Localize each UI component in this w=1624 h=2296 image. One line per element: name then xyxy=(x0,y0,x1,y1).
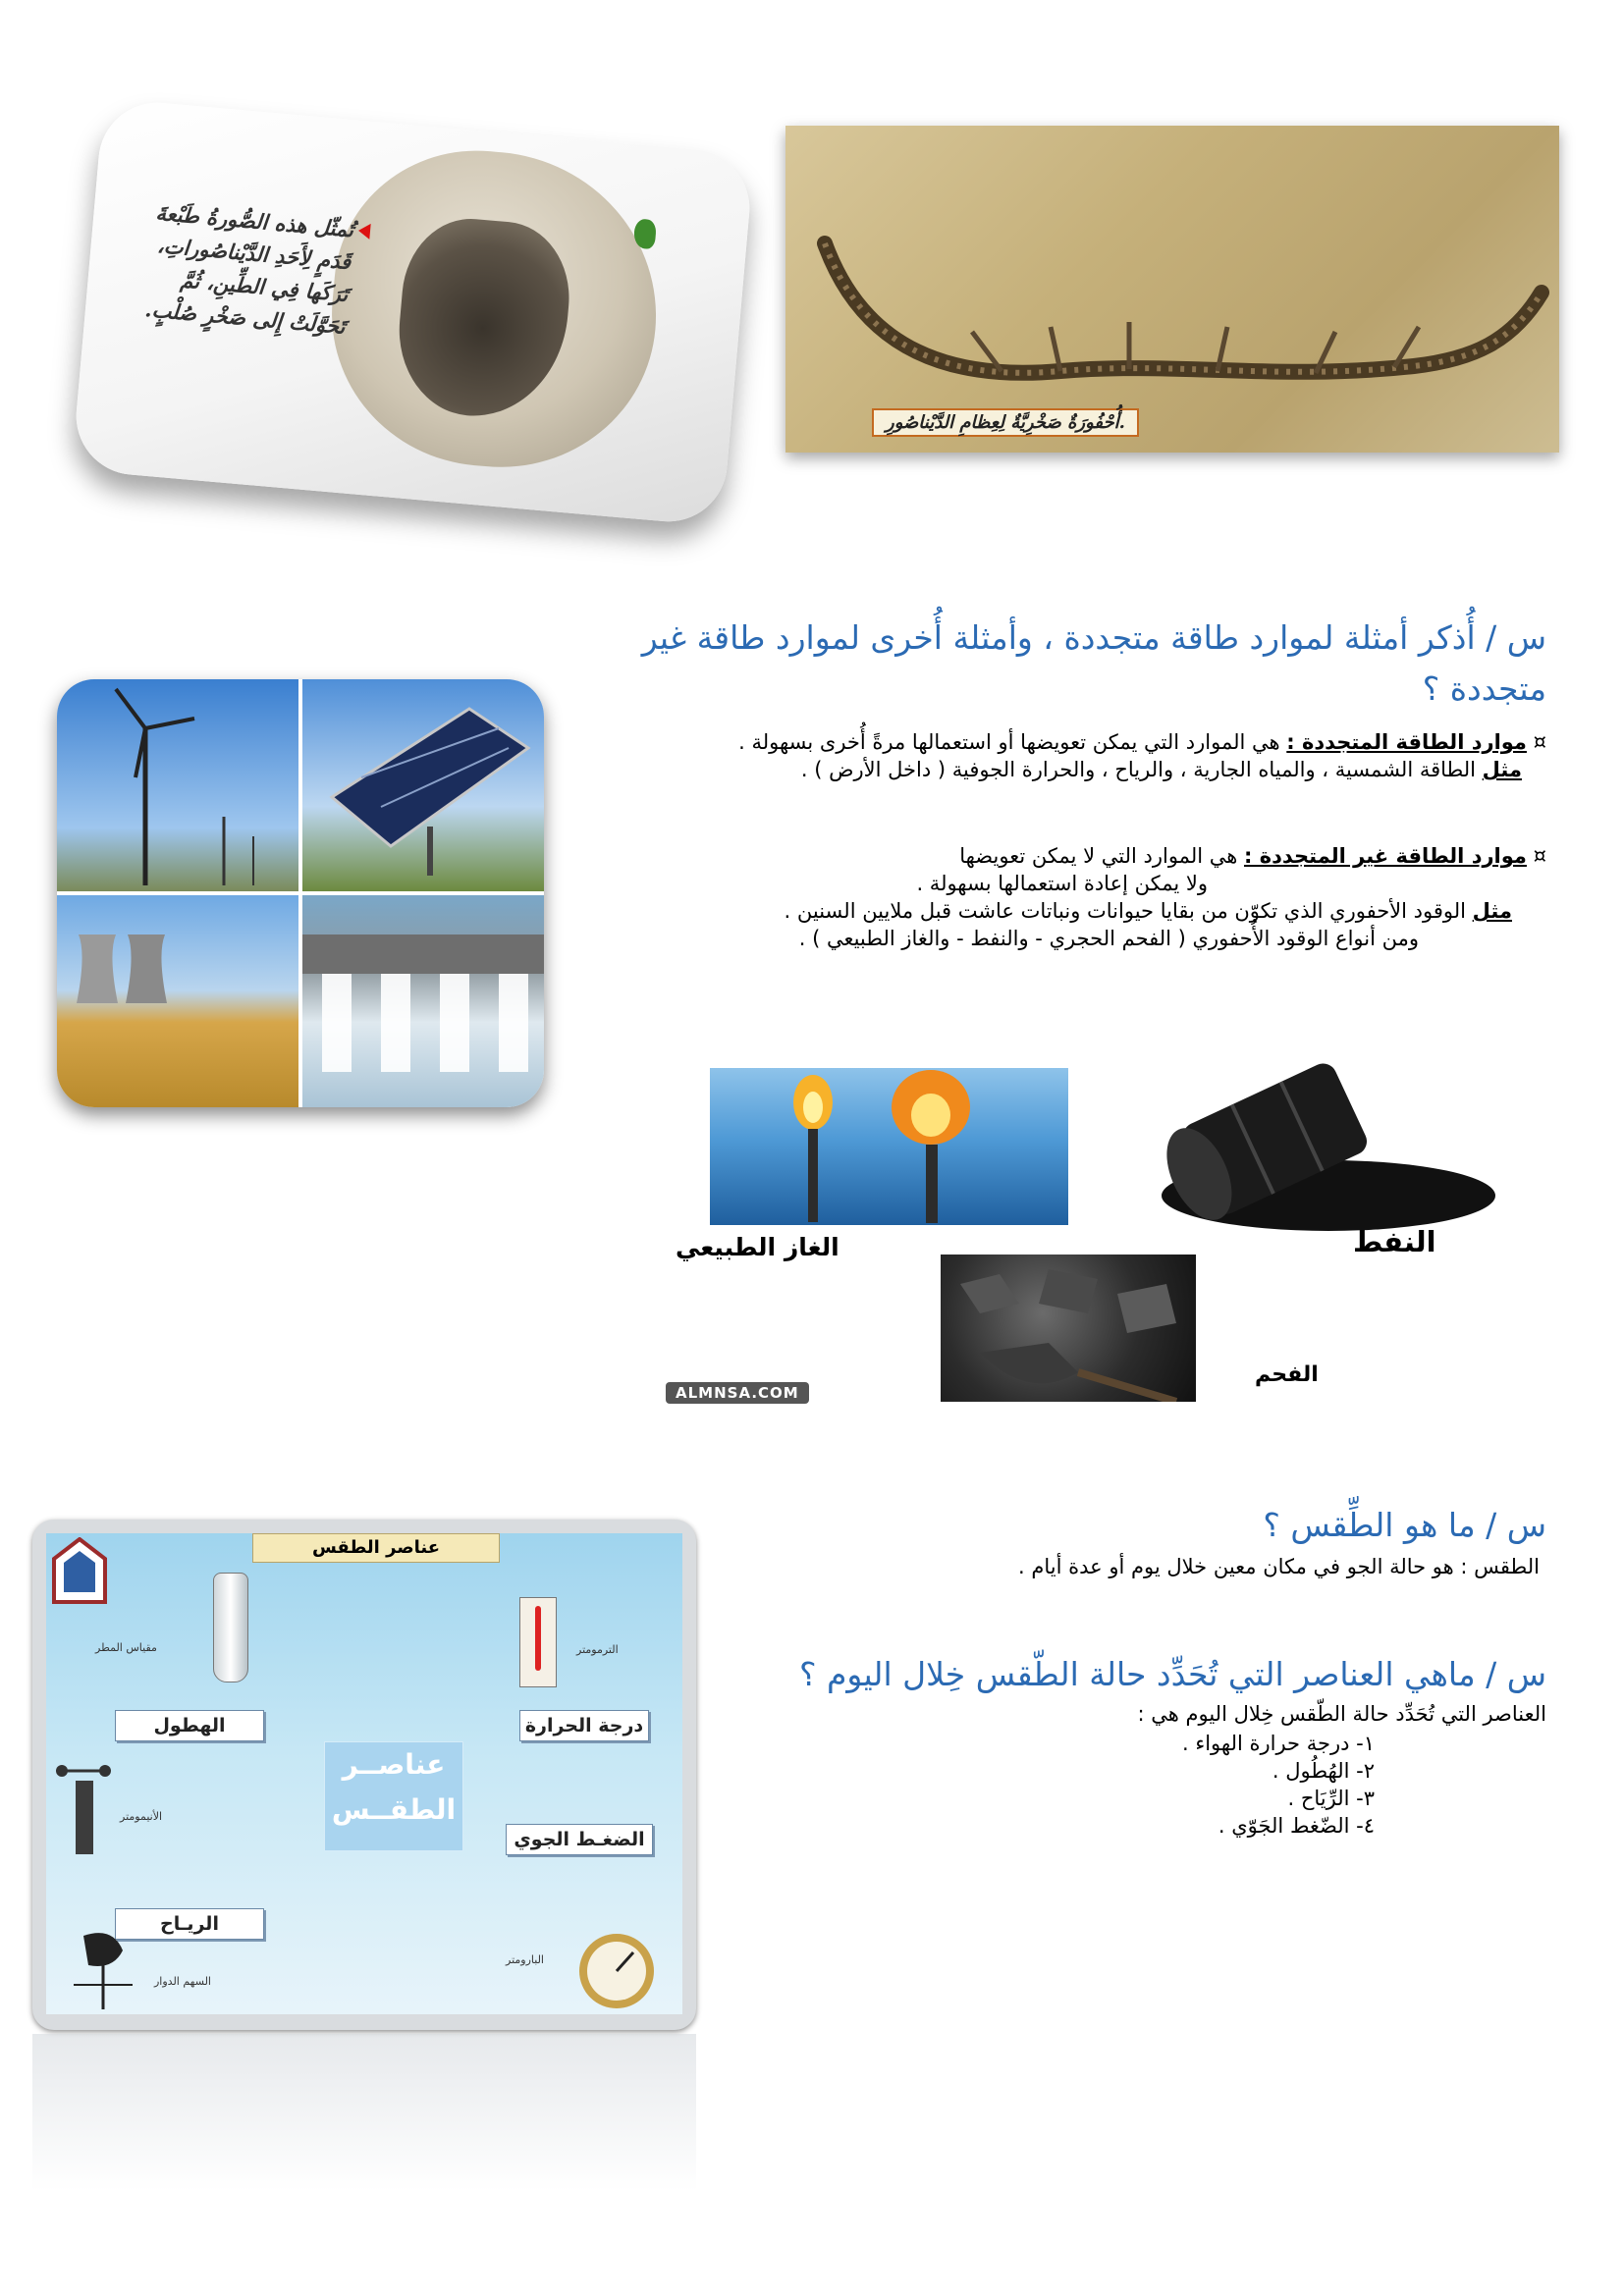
barometer-label: البارومتر xyxy=(506,1953,544,1966)
rain-gauge-label: مقياس المطر xyxy=(95,1641,157,1654)
wind-vane-label: السهم الدوار xyxy=(154,1975,211,1988)
renewable-term: موارد الطاقة المتجددة : xyxy=(1286,730,1527,754)
weather-elements-list xyxy=(746,1730,1375,1840)
fossil-fuels-image xyxy=(656,1048,1510,1412)
nonrenewable-definition xyxy=(560,842,1546,870)
dinosaur-bones-fossil-photo xyxy=(785,126,1559,453)
gas-flare-photo xyxy=(710,1068,1068,1225)
wind-turbine-icon xyxy=(57,679,298,891)
list-item: ٣- الرِّيَاح . xyxy=(1287,1787,1375,1810)
footprint-impression xyxy=(392,213,575,423)
solar-panels-photo xyxy=(302,679,544,891)
question-2-title: س / ما هو الطِّقس ؟ xyxy=(1263,1506,1546,1544)
example-label: مثل xyxy=(1482,758,1522,781)
diagram-reflection xyxy=(32,2034,696,2191)
temperature-box: درجة الحرارة xyxy=(519,1710,649,1741)
question-3-title: س / ماهي العناصر التي تُحَدِّد حالة الطّقس خِلال اليوم ؟ xyxy=(798,1655,1546,1693)
nonrenewable-term: موارد الطاقة غير المتجددة : xyxy=(1243,844,1527,868)
caption-pointer-icon xyxy=(357,223,370,240)
pressure-box: الضغـط الجوي xyxy=(506,1824,653,1855)
footprint-rock xyxy=(319,138,670,480)
barometer-icon xyxy=(576,1931,657,2011)
rain-gauge-icon xyxy=(213,1573,248,1682)
renewable-energy-collage xyxy=(57,679,544,1107)
footprint-caption: تُمثّل هذه الصُّورةُ طَبْعةَ قَدَمٍ لِأَحَدِ الدَّيْناصُوراتِ، تَرَكَها فِي الطِّينِ، ثُمَّ تَحَوَّلَتْ إِلى صَخْرٍ صُلْبٍ. xyxy=(143,199,355,339)
oil-label: النفط xyxy=(1353,1225,1436,1258)
dinosaur-skeleton-icon xyxy=(805,234,1551,391)
oil-barrel-photo xyxy=(1103,1048,1500,1235)
coal-photo xyxy=(941,1255,1196,1402)
coal-label: الفحم xyxy=(1255,1362,1319,1387)
anemometer-label: الأنيمومتر xyxy=(120,1810,163,1823)
thermometer-mercury xyxy=(535,1606,541,1671)
bullet-icon: ¤ xyxy=(1533,730,1546,754)
coal-shovel-icon xyxy=(941,1255,1196,1402)
renewable-definition-text: هي الموارد التي يمكن تعويضها أو استعمالها مرةً أُخرى بسهولة . xyxy=(738,730,1287,754)
nonrenewable-definition-2: ولا يمكن إعادة استعمالها بسهولة . xyxy=(916,872,1208,895)
cooling-tower-icon xyxy=(57,895,298,1107)
example-label: مثل xyxy=(1472,899,1512,923)
solar-panel-icon xyxy=(302,679,544,891)
precipitation-box: الهطول xyxy=(115,1710,264,1741)
oil-barrel-icon xyxy=(1103,1048,1500,1235)
thermometer-label: الترمومتر xyxy=(576,1643,619,1656)
power-plant-wheat-photo xyxy=(57,895,298,1107)
wind-turbines-photo xyxy=(57,679,298,891)
fossil-fuel-types: ومن أنواع الوقود الأُحفوري ( الفحم الحجري - والنفط - والغاز الطبيعي ) . xyxy=(798,927,1419,950)
bones-caption: أُحْفُورَةٌ صَخْرِيَّةٌ لِعِظامِ الدَّيْناصُورِ. xyxy=(872,408,1139,437)
natural-gas-label: الغاز الطبيعي xyxy=(676,1233,839,1261)
anemometer-icon xyxy=(54,1761,113,1859)
list-item: ٤- الضّغط الجَوّي . xyxy=(1218,1814,1375,1838)
gas-flare-icon xyxy=(710,1068,1068,1225)
plant-sprout-icon xyxy=(633,218,658,249)
wind-vane-icon xyxy=(54,1926,152,2010)
renewable-example-text: الطاقة الشمسية ، والمياه الجارية ، والرياح ، والحرارة الجوفية ( داخل الأرض ) . xyxy=(800,758,1483,781)
diagram-center-title: عناصــر الطقــس xyxy=(324,1741,463,1851)
wind-box: الريـاح xyxy=(115,1908,264,1940)
watermark: ALMNSA.COM xyxy=(666,1382,809,1404)
nonrenewable-example-text: الوقود الأحفوري الذي تكوّن من بقايا حيوانات ونباتات عاشت قبل ملايين السنين . xyxy=(784,899,1473,923)
list-item: ٢- الهُطُول . xyxy=(1272,1759,1375,1783)
nonrenewable-definition-text: هي الموارد التي لا يمكن تعويضها xyxy=(959,844,1244,868)
nonrenewable-example xyxy=(560,897,1512,925)
question-1-title: س / أُذكر أمثلة لموارد طاقة متجددة ، وأمثلة أُخرى لموارد طاقة غير متجددة ؟ xyxy=(641,618,1546,708)
dam-waterfall-icon xyxy=(302,895,544,1107)
weather-elements-diagram xyxy=(32,1520,696,2030)
diagram-canvas xyxy=(46,1533,682,2014)
renewable-example xyxy=(560,756,1522,783)
renewable-definition xyxy=(560,728,1546,756)
dinosaur-footprint-photo xyxy=(72,98,755,527)
diagram-banner: عناصر الطقس xyxy=(252,1533,500,1563)
thermometer-icon xyxy=(519,1597,557,1687)
weather-definition: الطقس : هو حالة الجو في مكان معين خلال يوم أو عدة أيام . xyxy=(1018,1555,1540,1578)
bullet-icon: ¤ xyxy=(1533,844,1546,868)
list-item: ١- درجة حرارة الهواء . xyxy=(1182,1732,1375,1755)
hydro-dam-photo xyxy=(302,895,544,1107)
ministry-logo-icon xyxy=(52,1537,107,1606)
weather-elements-intro: العناصر التي تُحَدِّد حالة الطّقس خِلال اليوم هي : xyxy=(1137,1702,1546,1726)
